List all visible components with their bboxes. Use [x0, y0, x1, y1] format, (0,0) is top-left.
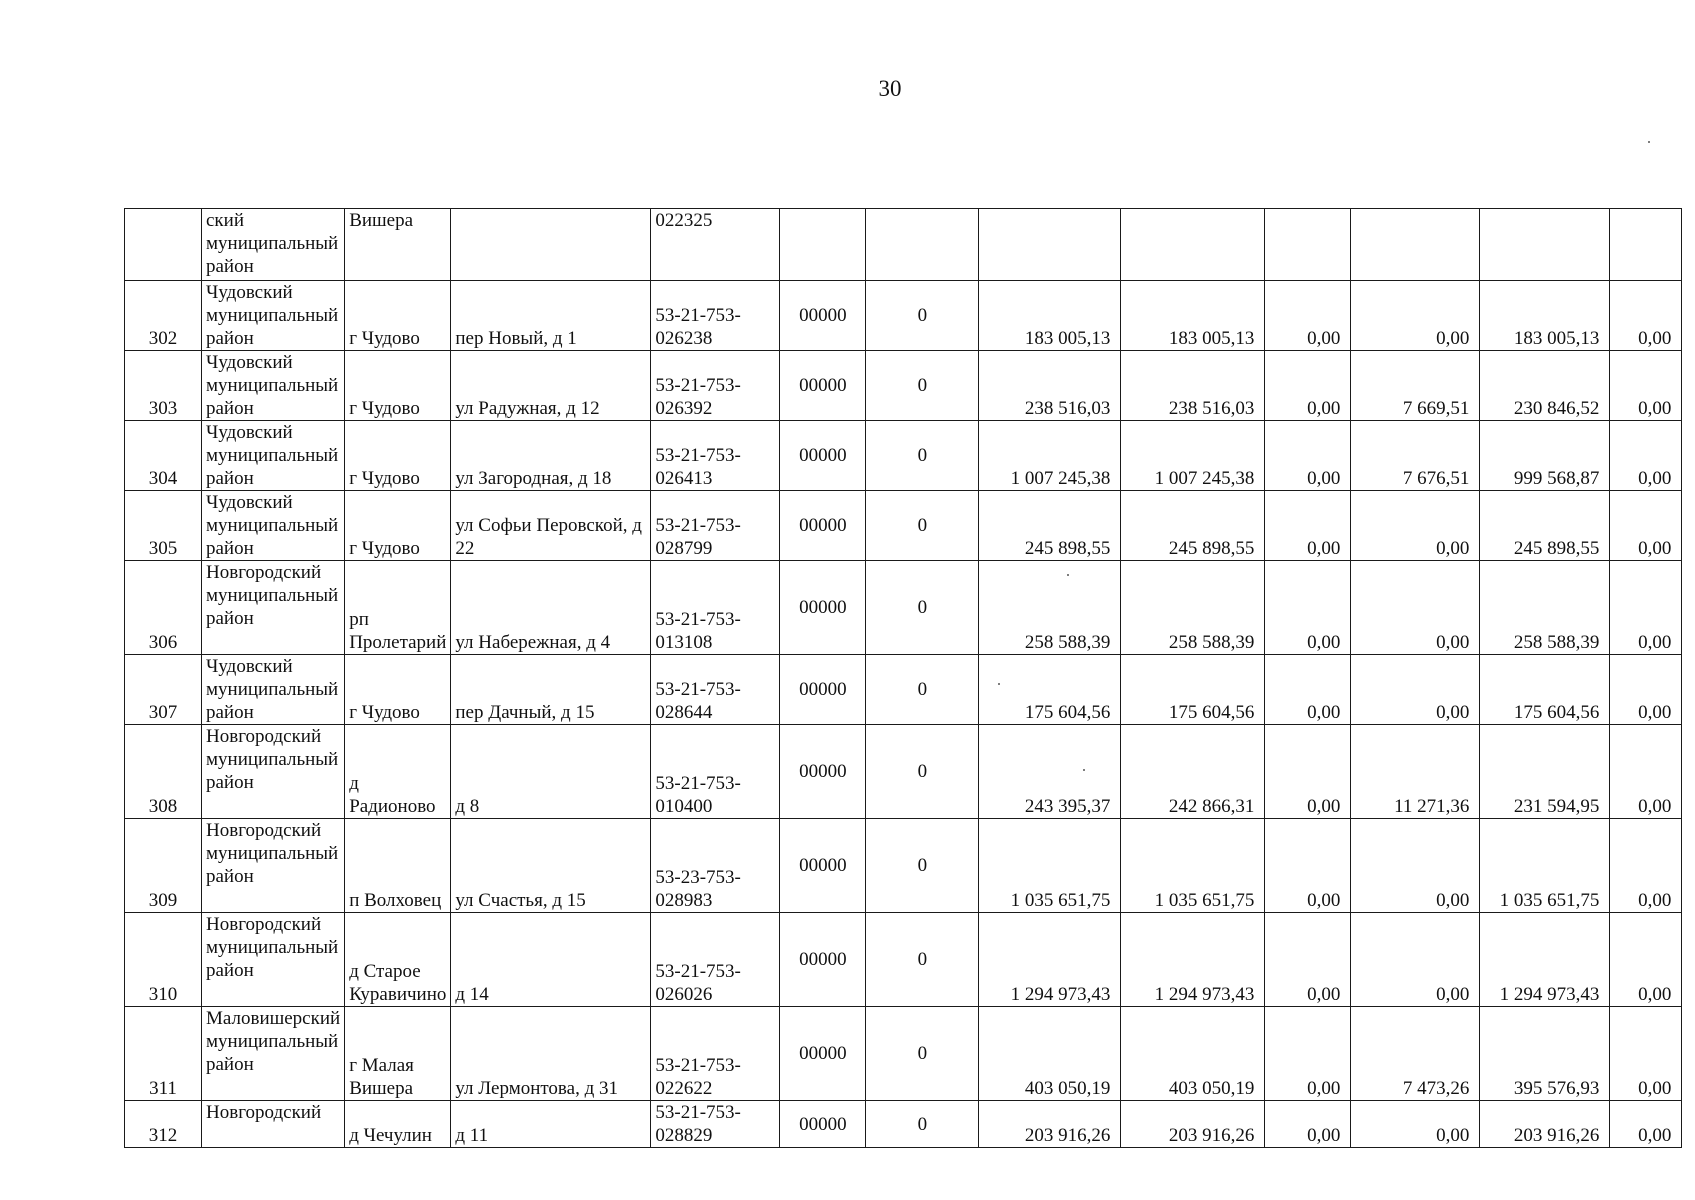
amount-2: 1 007 245,38 [1121, 421, 1265, 491]
amount-5: 1 294 973,43 [1480, 913, 1610, 1007]
okato-code: 53-21-753-028644 [651, 655, 780, 725]
amount-6: 0,00 [1610, 561, 1682, 655]
code-00000: 00000 [780, 819, 866, 913]
amount-5: 999 568,87 [1480, 421, 1610, 491]
amount-3: 0,00 [1265, 819, 1351, 913]
district-name: Новгородский муниципальный район [202, 819, 345, 913]
row-number: 311 [125, 1007, 202, 1101]
amount-3: 0,00 [1265, 351, 1351, 421]
okato-code: 53-21-753-013108 [651, 561, 780, 655]
amount-3: 0,00 [1265, 725, 1351, 819]
code-00000 [780, 209, 866, 281]
page-number: 30 [878, 76, 902, 101]
amount-4: 0,00 [1351, 281, 1480, 351]
amount-6: 0,00 [1610, 1101, 1682, 1148]
okato-code: 53-21-753-022622 [651, 1007, 780, 1101]
okato-code: 53-21-753-028829 [651, 1101, 780, 1148]
district-name: Чудовский муниципальный район [202, 655, 345, 725]
amount-6: 0,00 [1610, 1007, 1682, 1101]
code-00000: 00000 [780, 561, 866, 655]
amount-6: 0,00 [1610, 913, 1682, 1007]
amount-4: 7 676,51 [1351, 421, 1480, 491]
address: пер Новый, д 1 [451, 281, 651, 351]
amount-4: 0,00 [1351, 491, 1480, 561]
address: пер Дачный, д 15 [451, 655, 651, 725]
amount-3: 0,00 [1265, 1101, 1351, 1148]
amount-1: 1 007 245,38 [979, 421, 1121, 491]
district-name: Чудовский муниципальный район [202, 281, 345, 351]
amount-4: 0,00 [1351, 913, 1480, 1007]
district-name: Новгородский муниципальный район [202, 561, 345, 655]
table-row [125, 1101, 1682, 1148]
address: ул Лермонтова, д 31 [451, 1007, 651, 1101]
table-row [125, 561, 1682, 655]
table-row [125, 655, 1682, 725]
amount-3: 0,00 [1265, 421, 1351, 491]
settlement-name: г Чудово [345, 491, 451, 561]
okato-code: 53-23-753-028983 [651, 819, 780, 913]
scan-speck [1083, 769, 1085, 771]
amount-2: 238 516,03 [1121, 351, 1265, 421]
row-number: 312 [125, 1101, 202, 1148]
settlement-name: г Малая Вишера [345, 1007, 451, 1101]
row-number: 306 [125, 561, 202, 655]
row-number: 305 [125, 491, 202, 561]
row-number: 308 [125, 725, 202, 819]
code-zero [866, 209, 979, 281]
amount-2: 183 005,13 [1121, 281, 1265, 351]
code-zero: 0 [866, 913, 979, 1007]
amount-3: 0,00 [1265, 913, 1351, 1007]
address: ул Счастья, д 15 [451, 819, 651, 913]
district-name: Новгородский муниципальный район [202, 725, 345, 819]
amount-3: 0,00 [1265, 1007, 1351, 1101]
code-00000: 00000 [780, 281, 866, 351]
code-zero: 0 [866, 725, 979, 819]
table-row [125, 725, 1682, 819]
amount-3: 0,00 [1265, 655, 1351, 725]
okato-code: 53-21-753-026026 [651, 913, 780, 1007]
amount-3: 0,00 [1265, 491, 1351, 561]
amount-6: 0,00 [1610, 421, 1682, 491]
amount-4: 11 271,36 [1351, 725, 1480, 819]
amount-2: 1 294 973,43 [1121, 913, 1265, 1007]
table-row [125, 209, 1682, 281]
amount-4: 0,00 [1351, 1101, 1480, 1148]
district-name: Новгородский муниципальный район [202, 913, 345, 1007]
amount-6: 0,00 [1610, 819, 1682, 913]
code-00000: 00000 [780, 725, 866, 819]
amount-5: 175 604,56 [1480, 655, 1610, 725]
amount-6: 0,00 [1610, 281, 1682, 351]
district-name: Чудовский муниципальный район [202, 351, 345, 421]
okato-code: 53-21-753-026413 [651, 421, 780, 491]
address: ул Радужная, д 12 [451, 351, 651, 421]
settlement-name: рп Пролетарий [345, 561, 451, 655]
amount-1: 175 604,56 [979, 655, 1121, 725]
code-zero: 0 [866, 1101, 979, 1148]
address [451, 209, 651, 281]
code-zero: 0 [866, 561, 979, 655]
code-00000: 00000 [780, 351, 866, 421]
code-zero: 0 [866, 655, 979, 725]
amount-5: 245 898,55 [1480, 491, 1610, 561]
code-00000: 00000 [780, 491, 866, 561]
amount-1: 258 588,39 [979, 561, 1121, 655]
okato-code: 53-21-753-010400 [651, 725, 780, 819]
amount-6: 0,00 [1610, 655, 1682, 725]
table-row [125, 351, 1682, 421]
code-00000: 00000 [780, 655, 866, 725]
address: ул Загородная, д 18 [451, 421, 651, 491]
row-number: 310 [125, 913, 202, 1007]
table-row [125, 1007, 1682, 1101]
amount-2: 203 916,26 [1121, 1101, 1265, 1148]
settlement-name: г Чудово [345, 351, 451, 421]
code-zero: 0 [866, 351, 979, 421]
district-name: Новгородский [202, 1101, 345, 1148]
district-name: Маловишерский муниципальный район [202, 1007, 345, 1101]
address: ул Софьи Перовской, д 22 [451, 491, 651, 561]
amount-5: 1 035 651,75 [1480, 819, 1610, 913]
settlement-name: г Чудово [345, 421, 451, 491]
table-row [125, 913, 1682, 1007]
amount-3: 0,00 [1265, 561, 1351, 655]
code-00000: 00000 [780, 421, 866, 491]
code-zero: 0 [866, 819, 979, 913]
amount-5: 231 594,95 [1480, 725, 1610, 819]
amount-2: 403 050,19 [1121, 1007, 1265, 1101]
settlement-name: г Чудово [345, 281, 451, 351]
amount-1: 203 916,26 [979, 1101, 1121, 1148]
table-row [125, 819, 1682, 913]
amount-5: 183 005,13 [1480, 281, 1610, 351]
amount-1: 183 005,13 [979, 281, 1121, 351]
district-name: ский муниципальный район [202, 209, 345, 281]
table-row [125, 281, 1682, 351]
address: д 8 [451, 725, 651, 819]
settlement-name: д Чечулин [345, 1101, 451, 1148]
code-zero: 0 [866, 421, 979, 491]
row-number: 307 [125, 655, 202, 725]
address: д 11 [451, 1101, 651, 1148]
amount-2 [1121, 209, 1265, 281]
district-name: Чудовский муниципальный район [202, 491, 345, 561]
register-table [124, 208, 1682, 1148]
amount-6: 0,00 [1610, 491, 1682, 561]
amount-4: 0,00 [1351, 819, 1480, 913]
amount-2: 175 604,56 [1121, 655, 1265, 725]
amount-3: 0,00 [1265, 281, 1351, 351]
amount-4 [1351, 209, 1480, 281]
amount-5 [1480, 209, 1610, 281]
okato-code: 53-21-753-026392 [651, 351, 780, 421]
row-number: 303 [125, 351, 202, 421]
amount-5: 203 916,26 [1480, 1101, 1610, 1148]
settlement-name: д Старое Куравичино [345, 913, 451, 1007]
amount-4: 7 473,26 [1351, 1007, 1480, 1101]
amount-1: 238 516,03 [979, 351, 1121, 421]
okato-code: 022325 [651, 209, 780, 281]
amount-2: 258 588,39 [1121, 561, 1265, 655]
amount-5: 230 846,52 [1480, 351, 1610, 421]
settlement-name: Вишера [345, 209, 451, 281]
scan-speck [998, 683, 1000, 685]
table-row [125, 421, 1682, 491]
amount-1: 243 395,37 [979, 725, 1121, 819]
settlement-name: д Радионово [345, 725, 451, 819]
amount-6: 0,00 [1610, 725, 1682, 819]
code-00000: 00000 [780, 1101, 866, 1148]
settlement-name: г Чудово [345, 655, 451, 725]
row-number [125, 209, 202, 281]
amount-1: 403 050,19 [979, 1007, 1121, 1101]
table-row [125, 491, 1682, 561]
amount-4: 0,00 [1351, 561, 1480, 655]
amount-1: 1 294 973,43 [979, 913, 1121, 1007]
amount-2: 245 898,55 [1121, 491, 1265, 561]
code-zero: 0 [866, 1007, 979, 1101]
amount-2: 242 866,31 [1121, 725, 1265, 819]
amount-5: 395 576,93 [1480, 1007, 1610, 1101]
amount-6: 0,00 [1610, 351, 1682, 421]
code-zero: 0 [866, 491, 979, 561]
scan-speck [1067, 574, 1069, 576]
row-number: 304 [125, 421, 202, 491]
amount-4: 7 669,51 [1351, 351, 1480, 421]
amount-3 [1265, 209, 1351, 281]
amount-6 [1610, 209, 1682, 281]
address: ул Набережная, д 4 [451, 561, 651, 655]
okato-code: 53-21-753-028799 [651, 491, 780, 561]
address: д 14 [451, 913, 651, 1007]
scan-speck [1648, 141, 1650, 143]
amount-5: 258 588,39 [1480, 561, 1610, 655]
amount-4: 0,00 [1351, 655, 1480, 725]
district-name: Чудовский муниципальный район [202, 421, 345, 491]
amount-1 [979, 209, 1121, 281]
amount-1: 245 898,55 [979, 491, 1121, 561]
row-number: 309 [125, 819, 202, 913]
okato-code: 53-21-753-026238 [651, 281, 780, 351]
code-00000: 00000 [780, 913, 866, 1007]
row-number: 302 [125, 281, 202, 351]
amount-1: 1 035 651,75 [979, 819, 1121, 913]
amount-2: 1 035 651,75 [1121, 819, 1265, 913]
code-00000: 00000 [780, 1007, 866, 1101]
settlement-name: п Волховец [345, 819, 451, 913]
code-zero: 0 [866, 281, 979, 351]
